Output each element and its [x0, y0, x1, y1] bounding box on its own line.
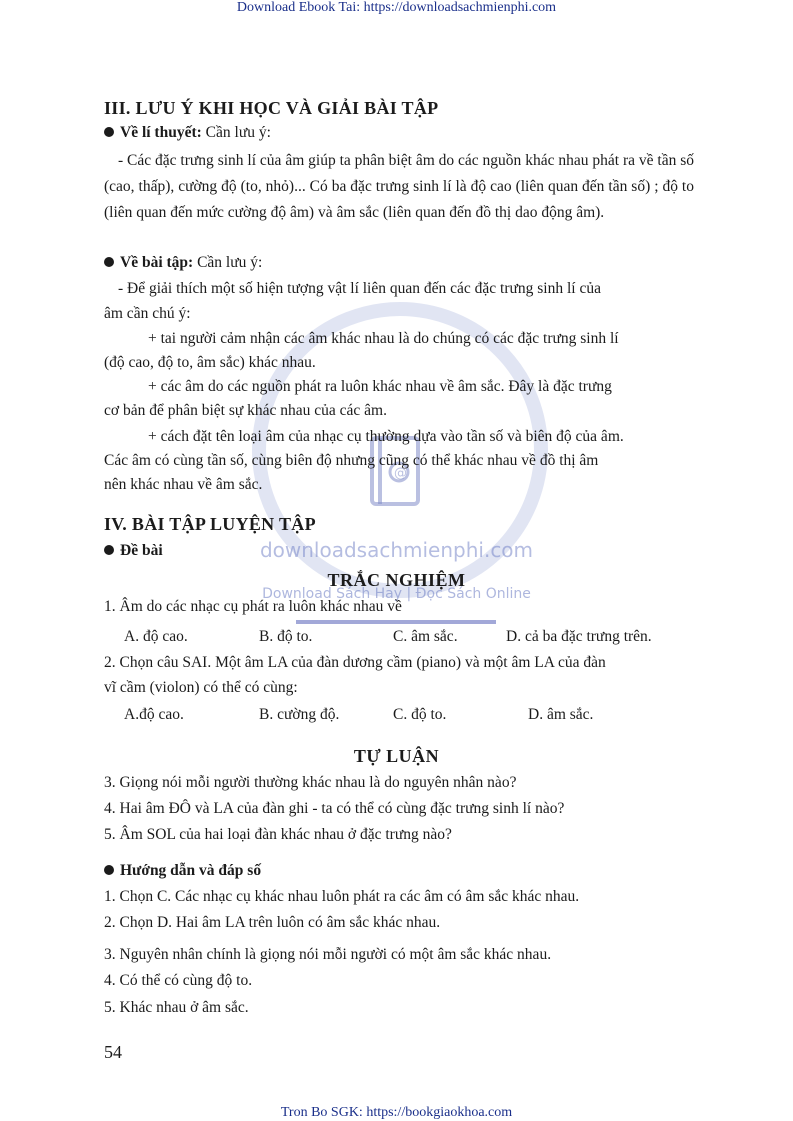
- svg-text:@: @: [394, 466, 407, 481]
- theory-heading: Về lí thuyết: Cần lưu ý:: [104, 124, 271, 142]
- q1-option-d: D. cả ba đặc trưng trên.: [506, 628, 652, 645]
- header-download-link[interactable]: Download Ebook Tai: https://downloadsachmienphi.com: [236, 0, 557, 15]
- answer-5: 5. Khác nhau ở âm sắc.: [104, 999, 249, 1016]
- question-4: 4. Hai âm ĐÔ và LA của đàn ghi - ta có thể có cùng đặc trưng sinh lí nào?: [104, 800, 565, 817]
- footer-sgk-link[interactable]: Tron Bo SGK: https://bookgiaokhoa.com: [280, 1105, 513, 1120]
- section-iii-title: III. LƯU Ý KHI HỌC VÀ GIẢI BÀI TẬP: [104, 98, 439, 118]
- de-bai-heading: Đề bài: [104, 542, 163, 560]
- bullet-2-icon: [104, 257, 114, 267]
- exercise-point3-line2: Các âm có cùng tần số, cùng biên độ nhưng cũng có thể khác nhau về đồ thị âm: [104, 452, 599, 469]
- question-3: 3. Giọng nói mỗi người thường khác nhau là do nguyên nhân nào?: [104, 774, 517, 791]
- answers-heading: Hướng dẫn và đáp số: [104, 862, 261, 880]
- q2-option-d: D. âm sắc.: [528, 706, 594, 723]
- section-iv-title: IV. BÀI TẬP LUYỆN TẬP: [104, 514, 316, 534]
- bullet-1-icon: [104, 127, 114, 137]
- exercise-point2-line2: cơ bản để phân biệt sự khác nhau của các âm.: [104, 402, 387, 419]
- answer-3: 3. Nguyên nhân chính là giọng nói mỗi người có một âm sắc khác nhau.: [104, 946, 552, 963]
- exercise-point1-line2: (độ cao, độ to, âm sắc) khác nhau.: [104, 354, 316, 371]
- answer-1: 1. Chọn C. Các nhạc cụ khác nhau luôn phát ra các âm có âm sắc khác nhau.: [104, 888, 580, 905]
- watermark-site: downloadsachmienphi.com: [259, 538, 534, 562]
- exercise-intro-line2: âm cần chú ý:: [104, 305, 191, 322]
- question-2-line2: vĩ cầm (violon) có thể có cùng:: [104, 679, 298, 696]
- page-number: 54: [104, 1042, 122, 1062]
- q1-option-c: C. âm sắc.: [393, 628, 458, 645]
- bullet-3-icon: [104, 545, 114, 555]
- exercise-point3-line1: + cách đặt tên loại âm của nhạc cụ thường dựa vào tần số và biên độ của âm.: [148, 428, 624, 445]
- q2-option-b: B. cường độ.: [259, 706, 340, 723]
- exercise-intro-line1: - Để giải thích một số hiện tượng vật lí liên quan đến các đặc trưng sinh lí của: [118, 280, 601, 297]
- trac-nghiem-title: TRẮC NGHIỆM: [327, 570, 466, 590]
- exercise-point2-line1: + các âm do các nguồn phát ra luôn khác nhau về âm sắc. Đây là đặc trưng: [148, 378, 612, 395]
- q2-option-c: C. độ to.: [393, 706, 447, 723]
- watermark-tagline: Download Sách Hay | Đọc Sách Online: [262, 586, 531, 602]
- question-2-line1: 2. Chọn câu SAI. Một âm LA của đàn dương cầm (piano) và một âm LA của đàn: [104, 654, 606, 671]
- tu-luan-title: TỰ LUẬN: [353, 746, 440, 766]
- watermark-bar: [296, 620, 496, 624]
- exercise-heading: Về bài tập: Cần lưu ý:: [104, 254, 262, 272]
- q1-option-b: B. độ to.: [259, 628, 313, 645]
- q2-option-a: A.độ cao.: [124, 706, 184, 723]
- bullet-4-icon: [104, 865, 114, 875]
- question-5: 5. Âm SOL của hai loại đàn khác nhau ở đặc trưng nào?: [104, 826, 452, 843]
- question-1: 1. Âm do các nhạc cụ phát ra luôn khác nhau về: [104, 598, 402, 615]
- exercise-point1-line1: + tai người cảm nhận các âm khác nhau là do chúng có các đặc trưng sinh lí: [148, 330, 619, 347]
- answer-4: 4. Có thể có cùng độ to.: [104, 972, 253, 989]
- exercise-point3-line3: nên khác nhau về âm sắc.: [104, 476, 263, 493]
- answer-2: 2. Chọn D. Hai âm LA trên luôn có âm sắc khác nhau.: [104, 914, 441, 931]
- theory-paragraph: - Các đặc trưng sinh lí của âm giúp ta phân biệt âm do các nguồn khác nhau phát ra về tần số (cao, thấp), cường độ (to, nhỏ)... Có ba đặc trưng sinh lí là độ cao (liên quan đến tần số) ; độ to (liên quan đến mức cường độ âm) và âm sắc (liên quan đến đồ thị dao động âm).: [104, 152, 694, 221]
- q1-option-a: A. độ cao.: [124, 628, 188, 645]
